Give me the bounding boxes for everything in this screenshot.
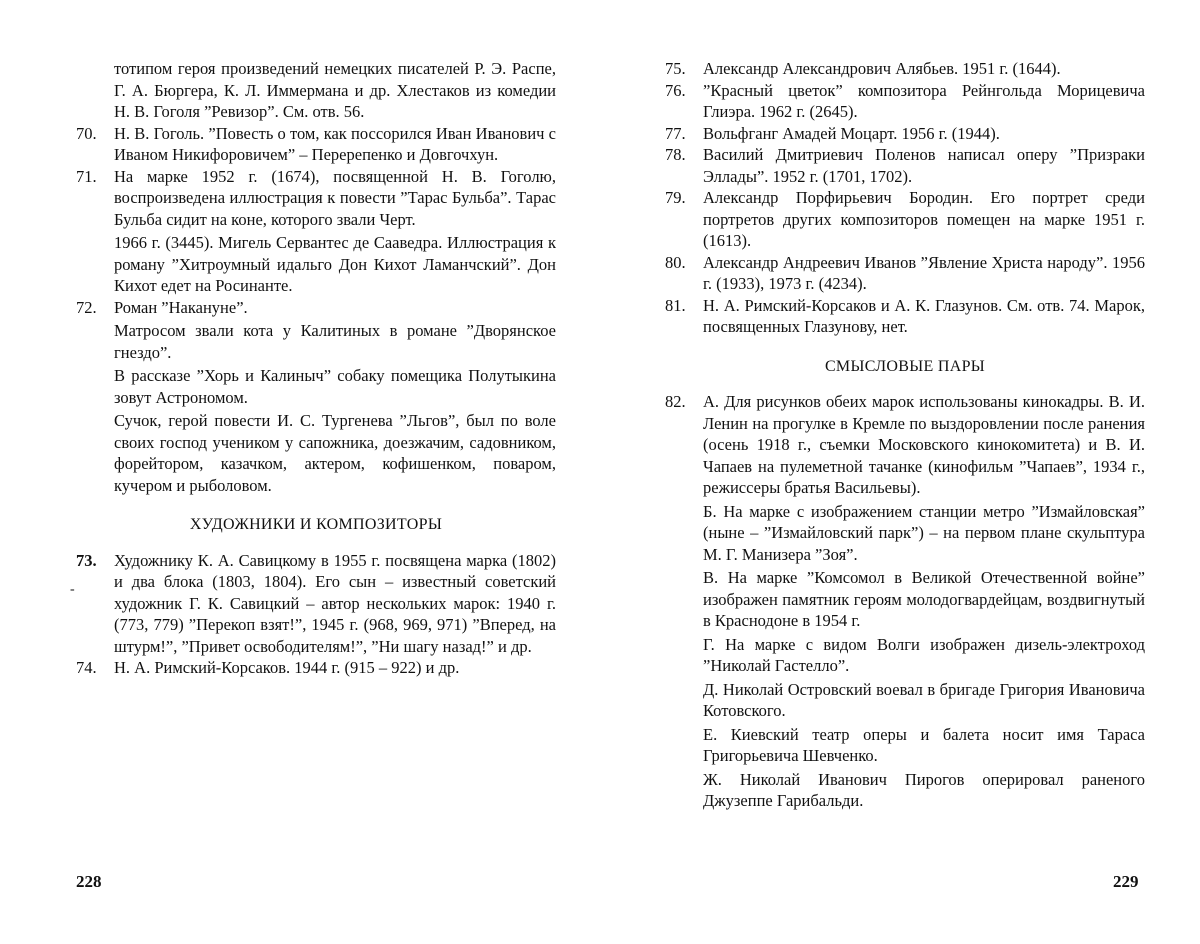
answer-text <box>703 123 1145 145</box>
answer-text <box>703 252 1145 295</box>
answer-text <box>114 550 556 658</box>
answer-paragraph: 1966 г. (3445). Мигель Сервантес де Сааведра. Иллюстрация к роману ”Хитроумный идальго Дон Кихот Ламанчский”. Дон Кихот едет на Росинанте. <box>114 233 556 295</box>
answer-paragraph: Художнику К. А. Савицкому в 1955 г. посвящена марка (1802) и два блока (1803, 1804). Его сын – известный советский художник Г. К. Савицкий – автор нескольких марок: 1940 г. (773, 779) ”Перекоп взят!”, 1945 г. (968, 969, 971) ”Вперед, на штурм!”, ”Привет освободителям!”, ”Ни шагу назад!” и др. <box>114 550 556 656</box>
answer-entry <box>665 58 1145 80</box>
answer-text <box>703 80 1145 123</box>
answer-text <box>114 657 556 679</box>
answer-number: 79. <box>665 188 686 207</box>
left-entries-2 <box>76 550 556 679</box>
answer-entry <box>665 391 1145 812</box>
margin-mark: - <box>70 582 75 597</box>
answer-paragraph: Василий Дмитриевич Поленов написал оперу ”Призраки Эллады”. 1952 г. (1701, 1702). <box>703 145 1145 186</box>
answer-paragraph: Д. Николай Островский воевал в бригаде Григория Ивановича Котовского. <box>703 679 1145 720</box>
answer-number: 73. <box>76 550 97 570</box>
answer-paragraph: Матросом звали кота у Калитиных в романе ”Дворянское гнездо”. <box>114 321 556 362</box>
left-entries <box>76 123 556 497</box>
answer-number: 75. <box>665 59 686 78</box>
answer-entry <box>76 123 556 166</box>
answer-entry <box>665 123 1145 145</box>
answer-paragraph: Г. На марке с видом Волги изображен дизель-электроход ”Николай Гастелло”. <box>703 634 1145 675</box>
right-page <box>665 58 1145 812</box>
answer-entry <box>665 144 1145 187</box>
answer-entry <box>76 657 556 679</box>
answer-number: 77. <box>665 123 686 143</box>
answer-entry <box>665 80 1145 123</box>
answer-paragraph: Александр Андреевич Иванов ”Явление Христа народу”. 1956 г. (1933), 1973 г. (4234). <box>703 252 1145 293</box>
answer-text <box>114 123 556 166</box>
page-number-left: 228 <box>76 872 102 891</box>
answer-paragraph: В. На марке ”Комсомол в Великой Отечественной войне” изображен памятник героям молодогвардейцам, воздвигнутый в Краснодоне в 1954 г. <box>703 568 1145 630</box>
answer-paragraph: Александр Порфирьевич Бородин. Его портрет среди портретов других композиторов помещен на марке 1951 г. (1613). <box>703 188 1145 250</box>
answer-number: 76. <box>665 80 686 100</box>
answer-entry <box>76 550 556 658</box>
right-entries <box>665 58 1145 338</box>
answer-text <box>703 187 1145 252</box>
answer-paragraph: На марке 1952 г. (1674), посвященной Н. В. Гоголю, воспроизведена иллюстрация к повести ”Тарас Бульба”. Тарас Бульба сидит на коне, которого звали Черт. <box>114 166 556 229</box>
right-entries-2 <box>665 391 1145 812</box>
answer-paragraph: Н. В. Гоголь. ”Повесть о том, как поссорился Иван Иванович с Иваном Никифоровичем” – Перерепенко и Довгочхун. <box>114 123 556 164</box>
answer-number: 78. <box>665 145 686 164</box>
answer-text <box>114 297 556 497</box>
answer-paragraph: А. Для рисунков обеих марок использованы кинокадры. В. И. Ленин на прогулке в Кремле по выздоровлении после ранения (осень 1918 г., съемки Московского кинокомитета) и В. И. Чапаев на пулеметной тачанке (кинофильм ”Чапаев”, 1934 г., режиссеры братья Васильевы). <box>703 392 1145 497</box>
answer-paragraph: Александр Александрович Алябьев. 1951 г. (1644). <box>703 59 1061 78</box>
answer-number: 70. <box>76 123 97 143</box>
answer-number: 80. <box>665 252 686 272</box>
answer-entry <box>76 166 556 297</box>
section-title-pairs: СМЫСЛОВЫЕ ПАРЫ <box>824 357 986 375</box>
left-page <box>76 58 556 679</box>
answer-text <box>703 391 1145 812</box>
answer-paragraph: Ж. Николай Иванович Пирогов оперировал раненого Джузеппе Гарибальди. <box>703 769 1145 810</box>
answer-paragraph: Вольфганг Амадей Моцарт. 1956 г. (1944). <box>703 123 1000 143</box>
page-number-right: 229 <box>1113 872 1139 891</box>
continuation-text <box>114 58 556 123</box>
answer-number: 81. <box>665 295 686 315</box>
section-title-artists: ХУДОЖНИКИ И КОМПОЗИТОРЫ <box>189 516 443 533</box>
answer-number: 72. <box>76 297 97 317</box>
answer-paragraph: Б. На марке с изображением станции метро ”Измайловская” (ныне – ”Измайловский парк”) – на первом плане скульптура М. Г. Манизера ”Зоя”. <box>703 501 1145 564</box>
answer-paragraph: Е. Киевский театр оперы и балета носит имя Тараса Григорьевича Шевченко. <box>703 724 1145 765</box>
answer-number: 82. <box>665 392 686 411</box>
answer-paragraph: В рассказе ”Хорь и Калиныч” собаку помещика Полутыкина зовут Астрономом. <box>114 366 556 407</box>
answer-paragraph: Сучок, герой повести И. С. Тургенева ”Льгов”, был по воле своих господ учеником у сапожника, доезжачим, садовником, форейтором, казачком, актером, кофишенком, поваром, кучером и рыболовом. <box>114 411 556 495</box>
answer-paragraph: Н. А. Римский-Корсаков и А. К. Глазунов. См. отв. 74. Марок, посвященных Глазунову, нет. <box>703 295 1145 336</box>
answer-paragraph: ”Красный цветок” композитора Рейнгольда Морицевича Глиэра. 1962 г. (2645). <box>703 80 1145 121</box>
answer-entry <box>665 252 1145 295</box>
answer-entry <box>665 187 1145 252</box>
answer-entry <box>76 297 556 497</box>
answer-number: 74. <box>76 658 97 677</box>
answer-text <box>703 295 1145 338</box>
answer-text <box>114 166 556 297</box>
answer-entry <box>665 295 1145 338</box>
answer-number: 71. <box>76 166 97 186</box>
answer-paragraph: Н. А. Римский-Корсаков. 1944 г. (915 – 922) и др. <box>114 658 460 677</box>
answer-text <box>703 144 1145 187</box>
answer-paragraph: Роман ”Накануне”. <box>114 297 248 317</box>
continuation-paragraph: тотипом героя произведений немецких писателей Р. Э. Распе, Г. А. Бюргера, К. Л. Иммермана и др. Хлестаков из комедии Н. В. Гоголя ”Ревизор”. См. отв. 56. <box>114 59 556 121</box>
answer-text <box>703 58 1145 80</box>
